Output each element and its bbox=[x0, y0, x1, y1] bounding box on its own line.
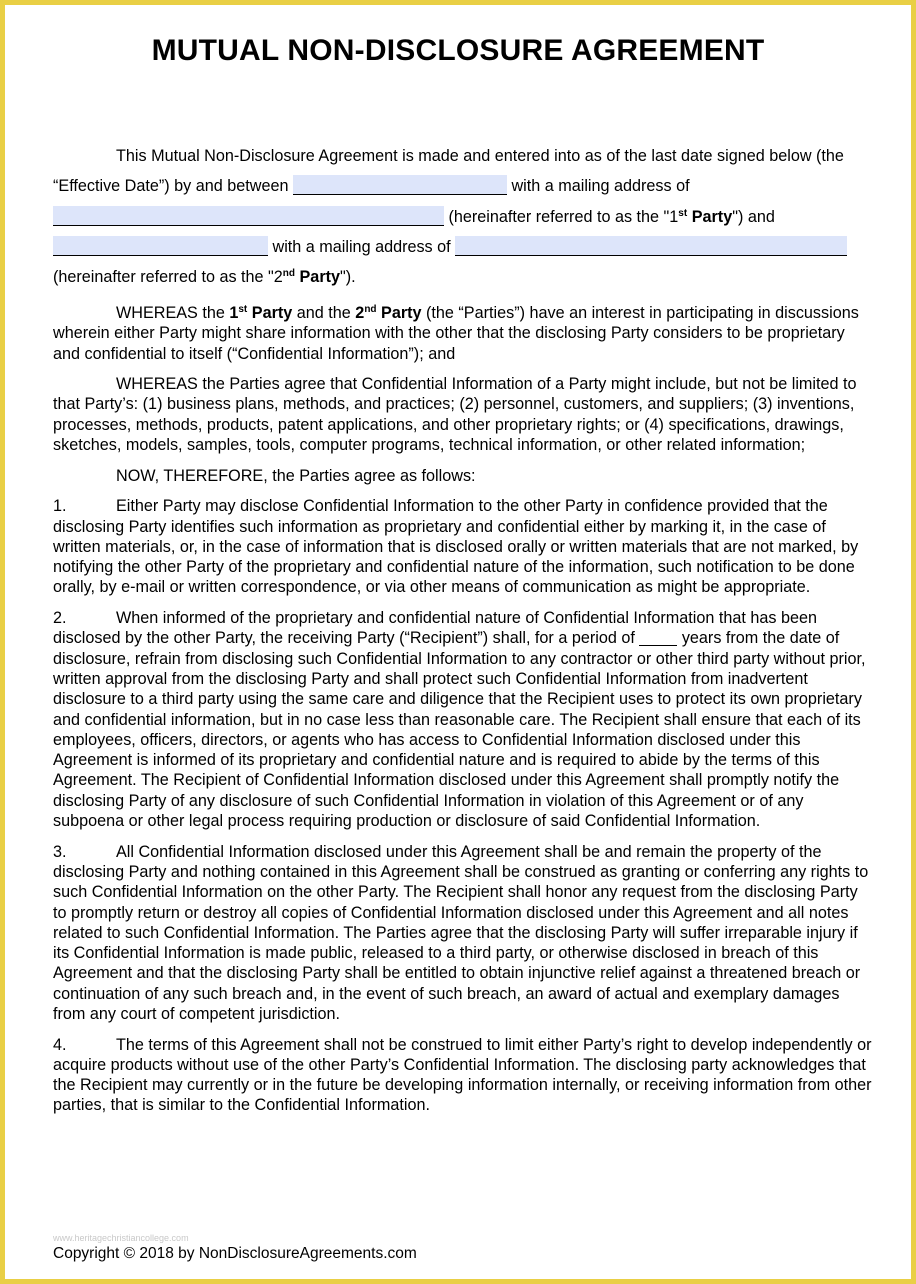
agreement-body bbox=[53, 303, 875, 1126]
document-title: MUTUAL NON-DISCLOSURE AGREEMENT bbox=[151, 34, 765, 67]
whereas-paragraph-1: WHEREAS the 1st Party and the 2nd Party (the “Parties”) have an interest in participating in discussions wherein either Party might share information with the other that the disclosing Party considers to be proprietary and confidential to itself (“Confidential Information”); and bbox=[53, 304, 859, 363]
first-party-name-field[interactable] bbox=[293, 175, 507, 195]
intro-text-2: with a mailing address of bbox=[511, 177, 690, 196]
whereas-paragraph-2: WHEREAS the Parties agree that Confidential Information of a Party might include, but not be limited to that Party’s: (1) business plans, methods, and practices; (2) personnel, customers, and suppliers; (3) inventions, processes, methods, products, patent applications, and other proprietary rights; or (4) specifications, drawings, sketches, models, samples, tools, computer programs, technical information, or other related information; bbox=[53, 375, 857, 455]
intro-text-1: This Mutual Non-Disclosure Agreement is made and entered into as of the last date signed below (the “Effective Date”) by and between bbox=[53, 147, 844, 196]
intro-text-4: with a mailing address of bbox=[272, 237, 451, 256]
second-party-address-field[interactable] bbox=[455, 236, 847, 256]
intro-text-5: (hereinafter referred to as the "2nd Party"). bbox=[53, 268, 356, 287]
clause-4: 4. The terms of this Agreement shall not be construed to limit either Party’s right to develop independently or acquire products without use of the other Party’s Confidential Information. The disclosing party acknowledges that the Recipient may currently or in the future be developing information internally, or receiving information from other parties, that is similar to the Confidential Information. bbox=[53, 1035, 872, 1115]
clause-1: 1. Either Party may disclose Confidential Information to the other Party in confidence provided that the disclosing Party identifies such information as proprietary and confidential either by marking it, in the case of written materials, or, in the case of information that is disclosed orally or written materials that are not marked, by notifying the other Party of the proprietary and confidential nature of the information, such notification to be done orally, by e-mail or written correspondence, or via other means of communication as might be appropriate. bbox=[53, 497, 859, 597]
intro-paragraph bbox=[53, 141, 875, 292]
first-party-address-field[interactable] bbox=[53, 206, 444, 226]
second-party-name-field[interactable] bbox=[53, 236, 268, 256]
watermark-text: www.heritagechristiancollege.com bbox=[53, 1233, 189, 1243]
copyright-footer: Copyright © 2018 by NonDisclosureAgreements.com bbox=[53, 1245, 417, 1262]
intro-text-3: (hereinafter referred to as the "1st Party") and bbox=[448, 207, 775, 226]
now-therefore-paragraph: NOW, THEREFORE, the Parties agree as follows: bbox=[116, 466, 476, 485]
clause-3: 3. All Confidential Information disclosed under this Agreement shall be and remain the property of the disclosing Party and nothing contained in this Agreement shall be construed as granting or conferring any rights to such Confidential Information on the other Party. The Recipient shall honor any request from the disclosing Party to promptly return or destroy all copies of Confidential Information disclosed under this Agreement and all notes related to such Confidential Information. The Parties agree that the disclosing Party will suffer irreparable injury if its Confidential Information is made public, released to a third party, or otherwise disclosed in breach of this Agreement and that the disclosing Party shall be entitled to obtain injunctive relief against a threatened breach or continuation of any such breach and, in the event of such breach, an award of actual and exemplary damages from any court of competent jurisdiction. bbox=[53, 842, 869, 1023]
years-period-field[interactable] bbox=[639, 628, 677, 646]
clause-2: 2. When informed of the proprietary and confidential nature of Confidential Information that has been disclosed by the other Party, the receiving Party (“Recipient”) shall, for a period of years from the date of disclosure, refrain from disclosing such Confidential Information to any contractor or other third party without prior, written approval from the disclosing Party and shall protect such Confidential Information from inadvertent disclosure to a third party using the same care and diligence that the Recipient uses to protect its own proprietary and confidential information, but in no case less than reasonable care. The Recipient shall ensure that each of its employees, officers, directors, or agents who has access to Confidential Information disclosed under this Agreement is informed of its proprietary and confidential nature and is required to abide by the terms of this Agreement. The Recipient of Confidential Information disclosed under this Agreement shall promptly notify the disclosing Party of any disclosure of such Confidential Information in violation of this Agreement or of any subpoena or other legal process requiring production or disclosure of said Confidential Information. bbox=[53, 609, 866, 831]
